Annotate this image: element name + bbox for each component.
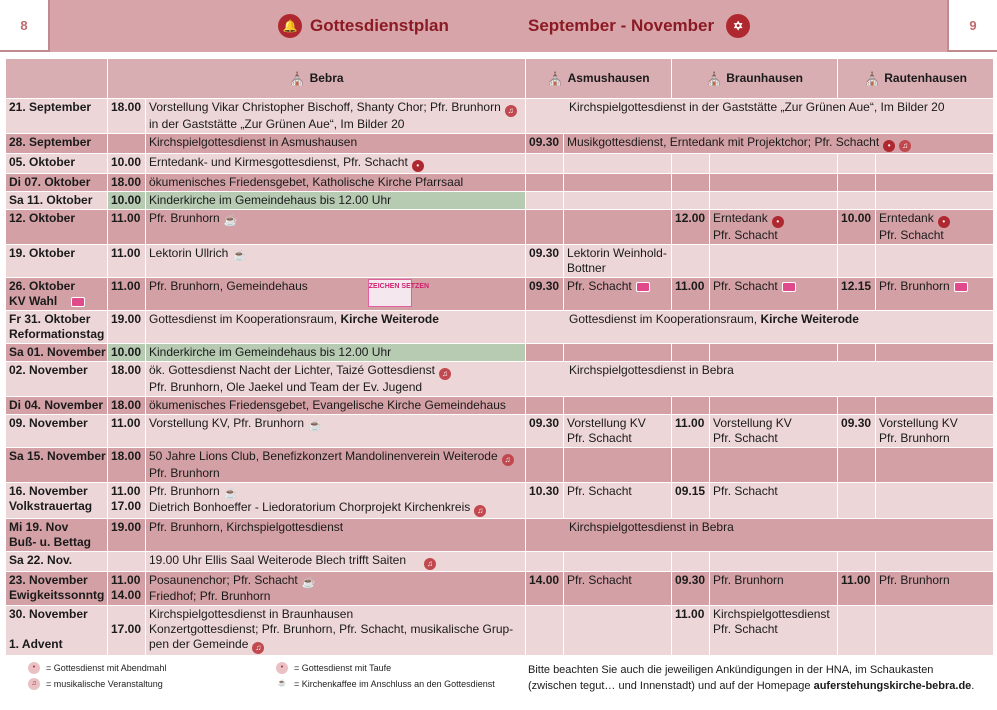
table-row: Sa 01. November 10.00 Kinderkirche im Gemeindehaus bis 12.00 Uhr	[6, 344, 994, 362]
coffee-icon: ☕	[223, 488, 238, 500]
legend-right	[276, 660, 495, 692]
table-row: 28. September Kirchspielgottesdienst in Asmushausen 09.30 Musikgottesdienst, Erntedank mit Projektchor; Pfr. Schacht • ♫	[6, 134, 994, 154]
table-row: 26. Oktober KV Wahl 11.00 Pfr. Brunhorn, Gemeindehaus ZEICHEN SETZEN 09.30 Pfr. Schacht 11.00 Pfr. Schacht 12.15 Pfr. Brunhorn	[6, 278, 994, 311]
table-row: 12. Oktober 11.00 Pfr. Brunhorn ☕ 12.00 Erntedank • Pfr. Schacht 10.00 Erntedank • Pfr. Schacht	[6, 210, 994, 245]
coffee-icon: ☕	[301, 577, 316, 589]
column-header-row	[6, 59, 994, 99]
legend-left	[28, 660, 166, 692]
footer-note: Bitte beachten Sie auch die jeweiligen Ankündigungen in der HNA, im Schaukasten (zwischen tegut… und Innenstadt) und auf der Homepage auferstehungskirche-bebra.de.	[528, 664, 975, 692]
column-rautenhausen: ⛪ Rautenhausen	[838, 59, 994, 99]
legend-musik: = musikalische Veranstaltung	[46, 679, 163, 689]
music-icon: ♫	[439, 368, 451, 380]
communion-icon: •	[938, 216, 950, 228]
music-icon: ♫	[502, 454, 514, 466]
communion-icon: •	[883, 140, 895, 152]
coffee-icon: ☕	[232, 250, 247, 262]
homepage-link: auferstehungskirche-bebra.de	[813, 680, 972, 692]
music-icon: ♫	[505, 105, 517, 117]
page-number-left: 8	[0, 0, 50, 52]
column-asmushausen: ⛪ Asmushausen	[526, 59, 672, 99]
coffee-icon: ☕	[308, 420, 322, 432]
table-row: 30. November 1. Advent 17.00 Kirchspielgottesdienst in Braunhausen Konzertgottesdienst; Pfr. Brunhorn, Pfr. Schacht, musikalische Grup- pen der Gemeinde ♫ 11.00 Kirchspielgottesdienst Pfr. Schacht	[6, 606, 994, 656]
service-schedule-table	[5, 58, 994, 656]
election-icon	[954, 282, 968, 292]
music-icon: ♫	[474, 505, 486, 517]
column-braunhausen: ⛪ Braunhausen	[672, 59, 838, 99]
church-icon: ⛪	[547, 70, 564, 86]
communion-icon: •	[412, 160, 424, 172]
header-title	[278, 0, 449, 52]
table-row: 21. September 18.00 Vorstellung Vikar Christopher Bischoff, Shanty Chor; Pfr. Brunhorn ♫ in der Gaststätte „Zur Grünen Aue“, Im Bilder 20 Kirchspielgottesdienst in der Gaststätte „Zur Grünen Aue“, Im Bilder 20	[6, 99, 994, 134]
legend-abendmahl: = Gottesdienst mit Abendmahl	[46, 663, 167, 673]
church-icon: ⛪	[289, 70, 306, 86]
header-title-text: Gottesdienstplan	[310, 16, 449, 35]
table-row: 23. November Ewigkeitssonntg 11.00 14.00 Posaunenchor; Pfr. Schacht ☕ Friedhof; Pfr. Brunhorn 14.00 Pfr. Schacht 09.30 Pfr. Brunhorn 11.00 Pfr. Brunhorn	[6, 572, 994, 606]
zeichen-setzen-logo: ZEICHEN SETZEN	[368, 279, 412, 307]
column-bebra: ⛪ Bebra	[108, 59, 526, 99]
header-period-text: September - November	[528, 16, 715, 35]
table-row: 19. Oktober 11.00 Lektorin Ullrich ☕ 09.30 Lektorin Weinhold- Bottner	[6, 245, 994, 278]
table-row: 05. Oktober 10.00 Erntedank- und Kirmesgottesdienst, Pfr. Schacht •	[6, 154, 994, 174]
table-row: Sa 15. November 18.00 50 Jahre Lions Club, Benefizkonzert Mandolinenverein Weiterode ♫ Pfr. Brunhorn	[6, 448, 994, 483]
church-icon: ⛪	[706, 70, 723, 86]
music-icon: ♫	[28, 678, 40, 690]
table-row: Di 04. November 18.00 ökumenisches Friedensgebet, Evangelische Kirche Gemeindehaus	[6, 397, 994, 415]
header-period	[528, 0, 750, 52]
election-icon	[71, 297, 85, 307]
music-icon: ♫	[899, 140, 911, 152]
church-icon: ⛪	[864, 70, 881, 86]
table-row: Mi 19. Nov Buß- u. Bettag 19.00 Pfr. Brunhorn, Kirchspielgottesdienst Kirchspielgottesdienst in Bebra	[6, 519, 994, 552]
baptism-icon: •	[276, 662, 288, 674]
page-number-right: 9	[947, 0, 997, 52]
table-row: Sa 11. Oktober 10.00 Kinderkirche im Gemeindehaus bis 12.00 Uhr	[6, 192, 994, 210]
legend-kaffee: = Kirchenkaffee im Anschluss an den Gottesdienst	[294, 679, 495, 689]
communion-icon: •	[28, 662, 40, 674]
election-icon	[636, 282, 650, 292]
table-row: Di 07. Oktober 18.00 ökumenisches Friedensgebet, Katholische Kirche Pfarrsaal	[6, 174, 994, 192]
table-row: 16. November Volkstrauertag 11.00 17.00 Pfr. Brunhorn ☕ Dietrich Bonhoeffer - Liedoratorium Chorprojekt Kirchenkreis ♫ 10.30 Pfr. Schacht 09.15 Pfr. Schacht	[6, 483, 994, 519]
header-band	[0, 0, 997, 52]
table-row: 09. November 11.00 Vorstellung KV, Pfr. Brunhorn ☕ 09.30 Vorstellung KV Pfr. Schacht 11.00 Vorstellung KV Pfr. Schacht 09.30 Vorstellung KV Pfr. Brunhorn	[6, 415, 994, 448]
table-row: Sa 22. Nov. 19.00 Uhr Ellis Saal Weiterode Blech trifft Saiten ♫	[6, 552, 994, 572]
communion-icon: •	[772, 216, 784, 228]
praying-hands-icon: ✡	[726, 14, 750, 38]
date-column-header	[6, 59, 108, 99]
legend-taufe: = Gottesdienst mit Taufe	[294, 663, 392, 673]
table-row: Fr 31. Oktober Reformationstag 19.00 Gottesdienst im Kooperationsraum, Kirche Weiterode Gottesdienst im Kooperationsraum, Kirche Weiterode	[6, 311, 994, 344]
coffee-icon: ☕	[223, 215, 238, 227]
election-icon	[782, 282, 796, 292]
music-icon: ♫	[424, 558, 436, 570]
bell-icon: 🔔	[278, 14, 302, 38]
table-row: 02. November 18.00 ök. Gottesdienst Nacht der Lichter, Taizé Gottesdienst ♫ Pfr. Brunhorn, Ole Jaekel und Team der Ev. Jugend Kirchspielgottesdienst in Bebra	[6, 362, 994, 397]
music-icon: ♫	[252, 642, 264, 654]
coffee-icon: ☕	[277, 680, 287, 687]
